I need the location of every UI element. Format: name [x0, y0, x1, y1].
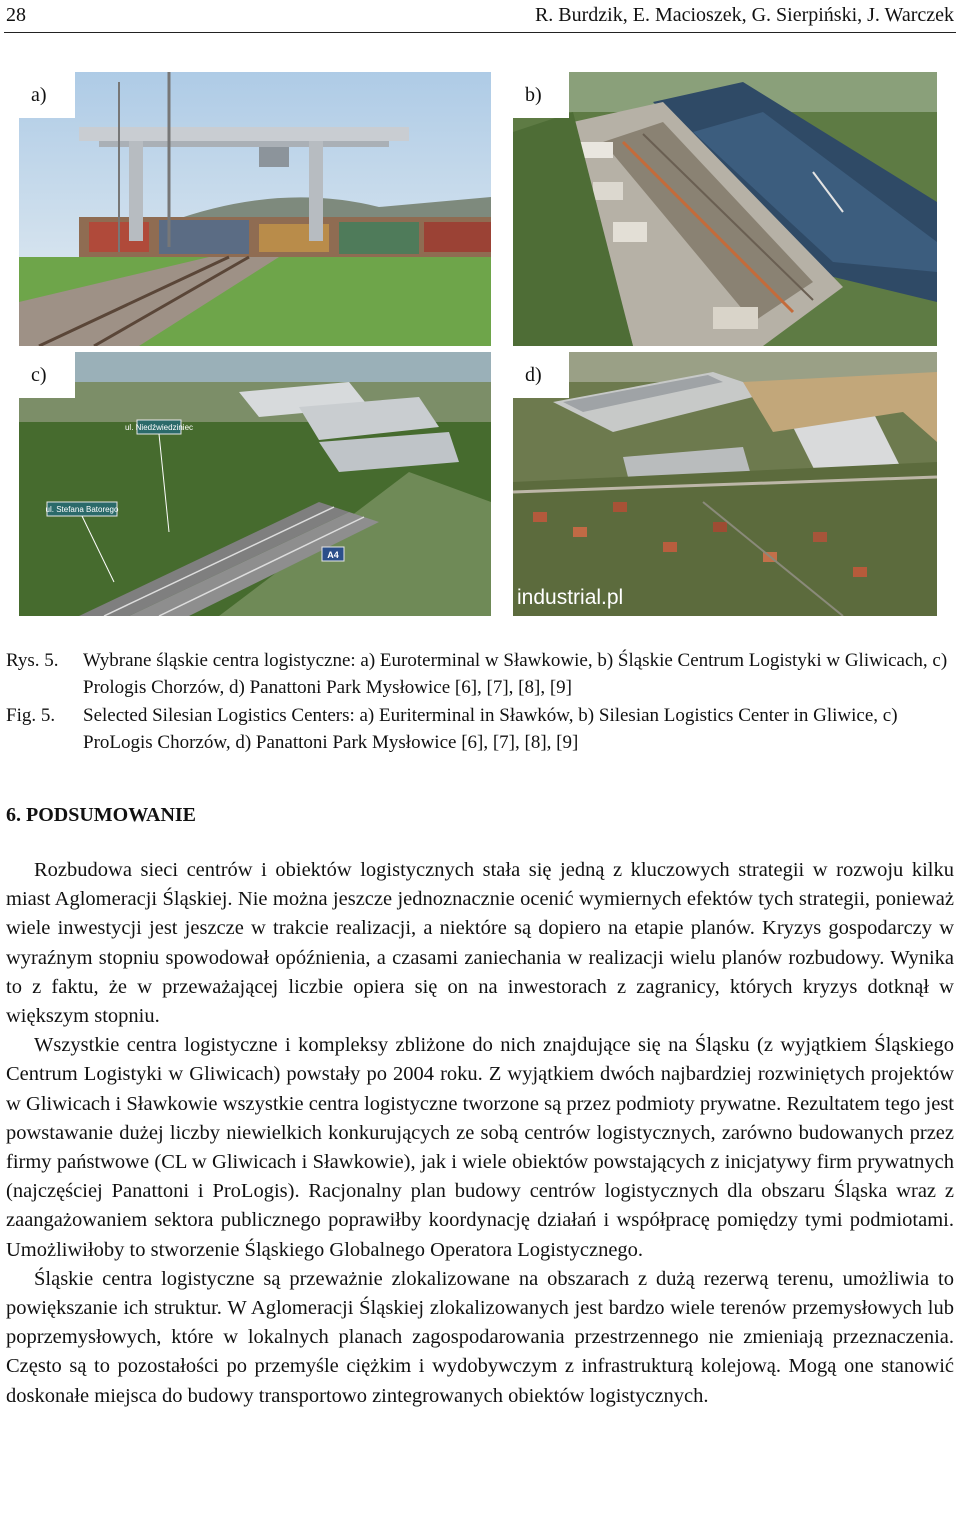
caption-text-polish: Wybrane śląskie centra logistyczne: a) Euroterminal w Sławkowie, b) Śląskie Centrum Logistyki w Gliwicach, c) Prologis Chorzów, d) Panattoni Park Mysłowice [6], [7], [8], [9]	[83, 650, 948, 698]
section-body	[6, 856, 954, 1411]
panel-label-d: d)	[513, 352, 569, 398]
photo-euroterminal	[19, 72, 491, 346]
page-number: 28	[6, 4, 26, 26]
photo-silesian-logistics-center	[513, 72, 937, 346]
figure-caption-english	[6, 702, 958, 758]
section-heading: 6. PODSUMOWANIE	[6, 804, 197, 826]
caption-tag-english: Fig. 5.	[6, 705, 56, 726]
paragraph: Rozbudowa sieci centrów i obiektów logistycznych stała się jedną z kluczowych strategii w rozwoju kilku miast Aglomeracji Śląskiej. Nie można jeszcze jednoznacznie ocenić wymiernych efektów tych strategii, ponieważ wiele inwestycji jest jeszcze w trakcie realizacji, a niektóre są dopiero na etapie planów. Kryzys gospodarczy w wyraźnym stopniu spowodował opóźnienia, a czasami zaniechania w realizacji wielu planów rozbudowy. Wynika to z faktu, że w przeważającej liczbie opiera się on na inwestorach z zagranicy, których kryzys dotknął w większym stopniu.	[6, 859, 954, 1028]
paragraph: Śląskie centra logistyczne są przeważnie zlokalizowane na obszarach z dużą rezerwą terenu, umożliwia to powiększanie ich struktur. W Aglomeracji Śląskiej zlokalizowanych jest bardzo wiele terenów przemysłowych lub poprzemysłowych, które w lokalnych planach zagospodarowania przestrzennego nie zmieniają przeznaczenia. Często są to pozostałości po przemyśle ciężkim i wydobywczym z infrastrukturą kolejową. Mogą one stanowić doskonałe miejsca do budowy transportowo zintegrowanych obiektów logistycznych.	[6, 1267, 954, 1407]
caption-text-english: Selected Silesian Logistics Centers: a) Euriterminal in Sławków, b) Silesian Logistics Center in Gliwice, c) ProLogis Chorzów, d) Panattoni Park Mysłowice [6], [7], [8], [9]	[83, 705, 898, 753]
street-label-niedzwiedziniec: ul. Niedźwiedziniec	[124, 423, 194, 432]
photo-prologis-chorzow	[19, 352, 491, 616]
panel-label-c: c)	[19, 352, 75, 398]
panel-label-b: b)	[513, 72, 569, 118]
photo-panattoni-park	[513, 352, 937, 616]
street-label-batorego: ul. Stefana Batorego	[45, 505, 119, 514]
page-header	[4, 2, 956, 33]
paragraph: Wszystkie centra logistyczne i kompleksy zbliżone do nich znajdujące się na Śląsku (z wyjątkiem Śląskiego Centrum Logistyki w Gliwicach) powstały po 2004 roku. Z wyjątkiem dwóch najbardziej rozwiniętych projektów w Gliwicach i Sławkowie wszystkie centra logistyczne tworzone są przez podmioty prywatne. Rezultatem tego jest powstawanie dużej liczby niewielkich konkurujących ze sobą centrów logistycznych, zarówno budowanych przez firmy państwowe (CL w Gliwicach i Sławkowie), jak i wiele obiektów powstających z inicjatywy firm prywatnych (najczęściej Panattoni i ProLogis). Racjonalny plan budowy centrów logistycznych dla obszaru Śląska wraz z zaangażowaniem sektora publicznego poprawiłby koordynację działań i współpracę pomiędzy tymi podmiotami. Umożliwiłoby to stworzenie Śląskiego Globalnego Operatora Logistycznego.	[6, 1034, 954, 1261]
panel-label-a: a)	[19, 72, 75, 118]
figure-caption-polish	[6, 647, 958, 703]
watermark-industrial: industrial.pl	[517, 586, 624, 609]
caption-tag-polish: Rys. 5.	[6, 650, 59, 671]
road-label-a4: A4	[327, 550, 339, 560]
running-head-authors: R. Burdzik, E. Macioszek, G. Sierpiński, J. Warczek	[534, 4, 954, 26]
